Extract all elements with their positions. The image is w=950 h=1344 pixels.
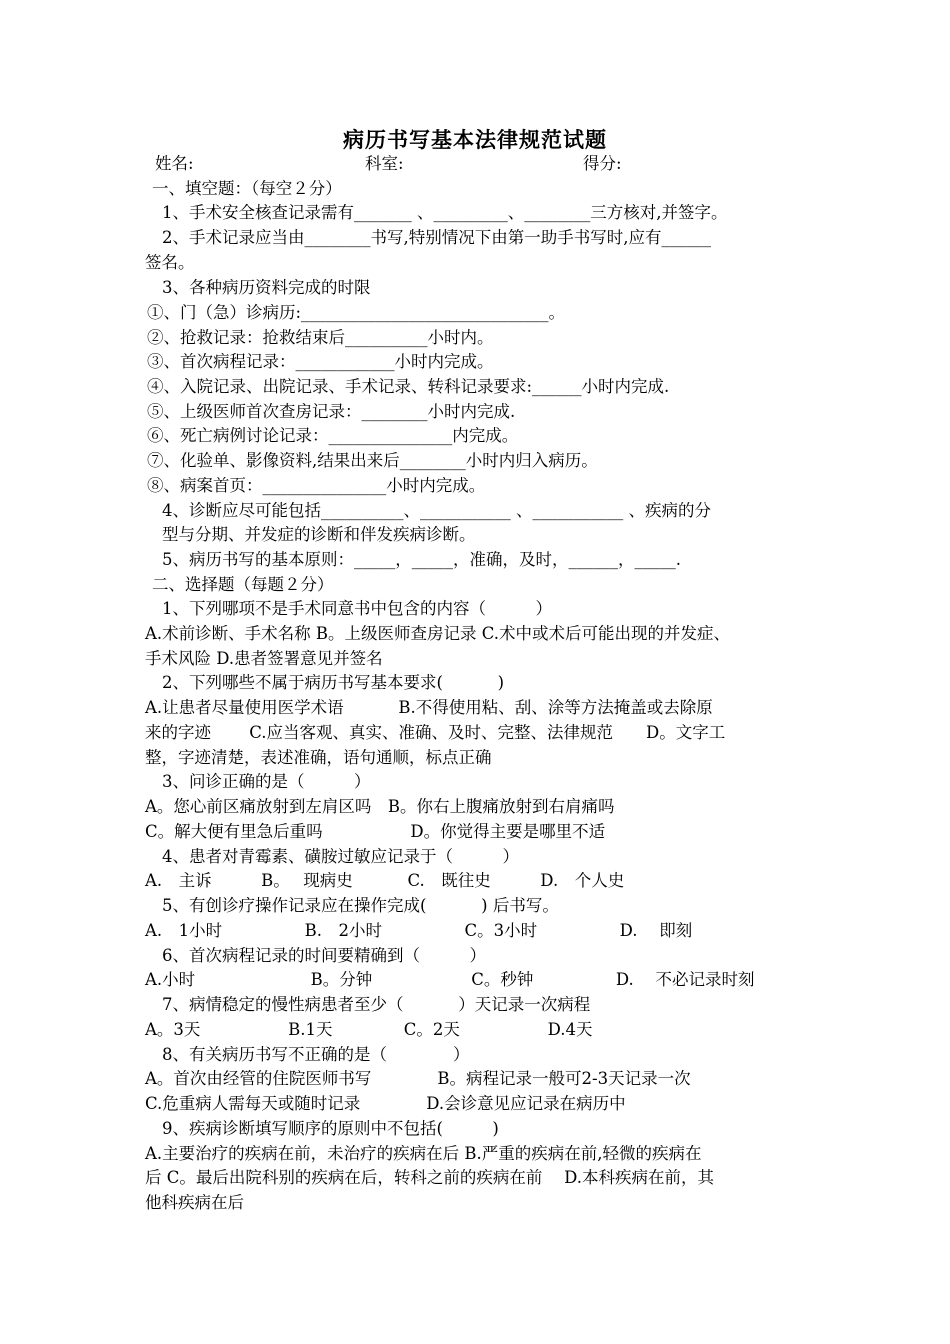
question-line: ①、门（急）诊病历:______________________________。 <box>147 303 566 322</box>
option-line: A. 1小时 B. 2小时 C。3小时 D. 即刻 <box>145 921 693 940</box>
question-line: 型与分期、并发症的诊断和伴发疾病诊断。 <box>162 525 476 544</box>
question-line: 3、各种病历资料完成的时限 <box>162 278 371 297</box>
question-line: 6、首次病程记录的时间要精确到（ ） <box>162 946 486 965</box>
option-line: 来的字迹 C.应当客观、真实、准确、及时、完整、法律规范 D。文字工 <box>145 723 726 742</box>
question-line: ⑤、上级医师首次查房记录：________小时内完成. <box>147 402 516 421</box>
option-line: 他科疾病在后 <box>145 1193 244 1212</box>
question-line: 2、手术记录应当由________书写,特别情况下由第一助手书写时,应有______ <box>162 228 711 247</box>
option-line: 整，字迹清楚，表述准确，语句通顺，标点正确 <box>145 748 492 767</box>
option-line: A.小时 B。分钟 C。秒钟 D. 不必记录时刻 <box>145 970 755 989</box>
option-line: A。首次由经管的住院医师书写 B。病程记录一般可2-3天记录一次 <box>145 1069 691 1088</box>
question-line: 2、下列哪些不属于病历书写基本要求( ) <box>162 673 505 692</box>
option-line: A.术前诊断、手术名称 B。上级医师查房记录 C.术中或术后可能出现的并发症、 <box>145 624 731 643</box>
question-line: 1、下列哪项不是手术同意书中包含的内容（ ） <box>162 599 552 618</box>
section-heading: 一、填空题：（每空２分） <box>152 179 342 198</box>
question-line: 5、有创诊疗操作记录应在操作完成( ) 后书写。 <box>162 896 559 915</box>
question-line: ④、入院记录、出院记录、手术记录、转科记录要求:______小时内完成. <box>147 377 670 396</box>
option-line: C。解大便有里急后重吗 D。你觉得主要是哪里不适 <box>145 822 606 841</box>
option-line: A。3天 B.1天 C。2天 D.4天 <box>145 1020 593 1039</box>
name-label: 姓名: <box>155 154 194 173</box>
question-line: ②、抢救记录：抢救结束后__________小时内。 <box>147 328 494 347</box>
dept-label: 科室: <box>365 154 404 173</box>
question-line: ⑦、化验单、影像资料,结果出来后________小时内归入病历。 <box>147 451 598 470</box>
question-line: ⑧、病案首页：_______________小时内完成。 <box>147 476 486 495</box>
page-title: 病历书写基本法律规范试题 <box>343 127 607 152</box>
option-line: C.危重病人需每天或随时记录 D.会诊意见应记录在病历中 <box>145 1094 626 1113</box>
option-line: A。您心前区痛放射到左肩区吗 B。你右上腹痛放射到右肩痛吗 <box>145 797 615 816</box>
question-line: 8、有关病历书写不正确的是（ ） <box>162 1045 470 1064</box>
question-line: 签名。 <box>145 253 195 272</box>
option-line: A. 主诉 B。 现病史 C. 既往史 D. 个人史 <box>145 871 625 890</box>
question-line: 5、病历书写的基本原则：_____，_____，准确，及时，______，_____. <box>162 550 681 569</box>
question-line: 4、患者对青霉素、磺胺过敏应记录于（ ） <box>162 847 519 866</box>
question-line: 1、手术安全核查记录需有_______ 、_________、________三方核对,并签字。 <box>162 203 728 222</box>
question-line: 9、疾病诊断填写顺序的原则中不包括( ) <box>162 1119 499 1138</box>
section-heading: 二、选择题（每题２分） <box>152 575 334 594</box>
score-label: 得分: <box>583 154 622 173</box>
question-line: 4、诊断应尽可能包括__________、___________ 、___________ 、疾病的分 <box>162 501 711 520</box>
option-line: A.主要治疗的疾病在前，未治疗的疾病在后 B.严重的疾病在前,轻微的疾病在 <box>145 1144 702 1163</box>
option-line: A.让患者尽量使用医学术语 B.不得使用粘、刮、涂等方法掩盖或去除原 <box>145 698 713 717</box>
question-line: ③、首次病程记录：____________小时内完成。 <box>147 352 494 371</box>
option-line: 后 C。最后出院科别的疾病在后，转科之前的疾病在前 D.本科疾病在前，其 <box>145 1168 715 1187</box>
question-line: ⑥、死亡病例讨论记录：_______________内完成。 <box>147 426 519 445</box>
question-line: 7、病情稳定的慢性病患者至少（ ）天记录一次病程 <box>162 995 591 1014</box>
question-line: 3、问诊正确的是（ ） <box>162 772 371 791</box>
option-line: 手术风险 D.患者签署意见并签名 <box>145 649 383 668</box>
